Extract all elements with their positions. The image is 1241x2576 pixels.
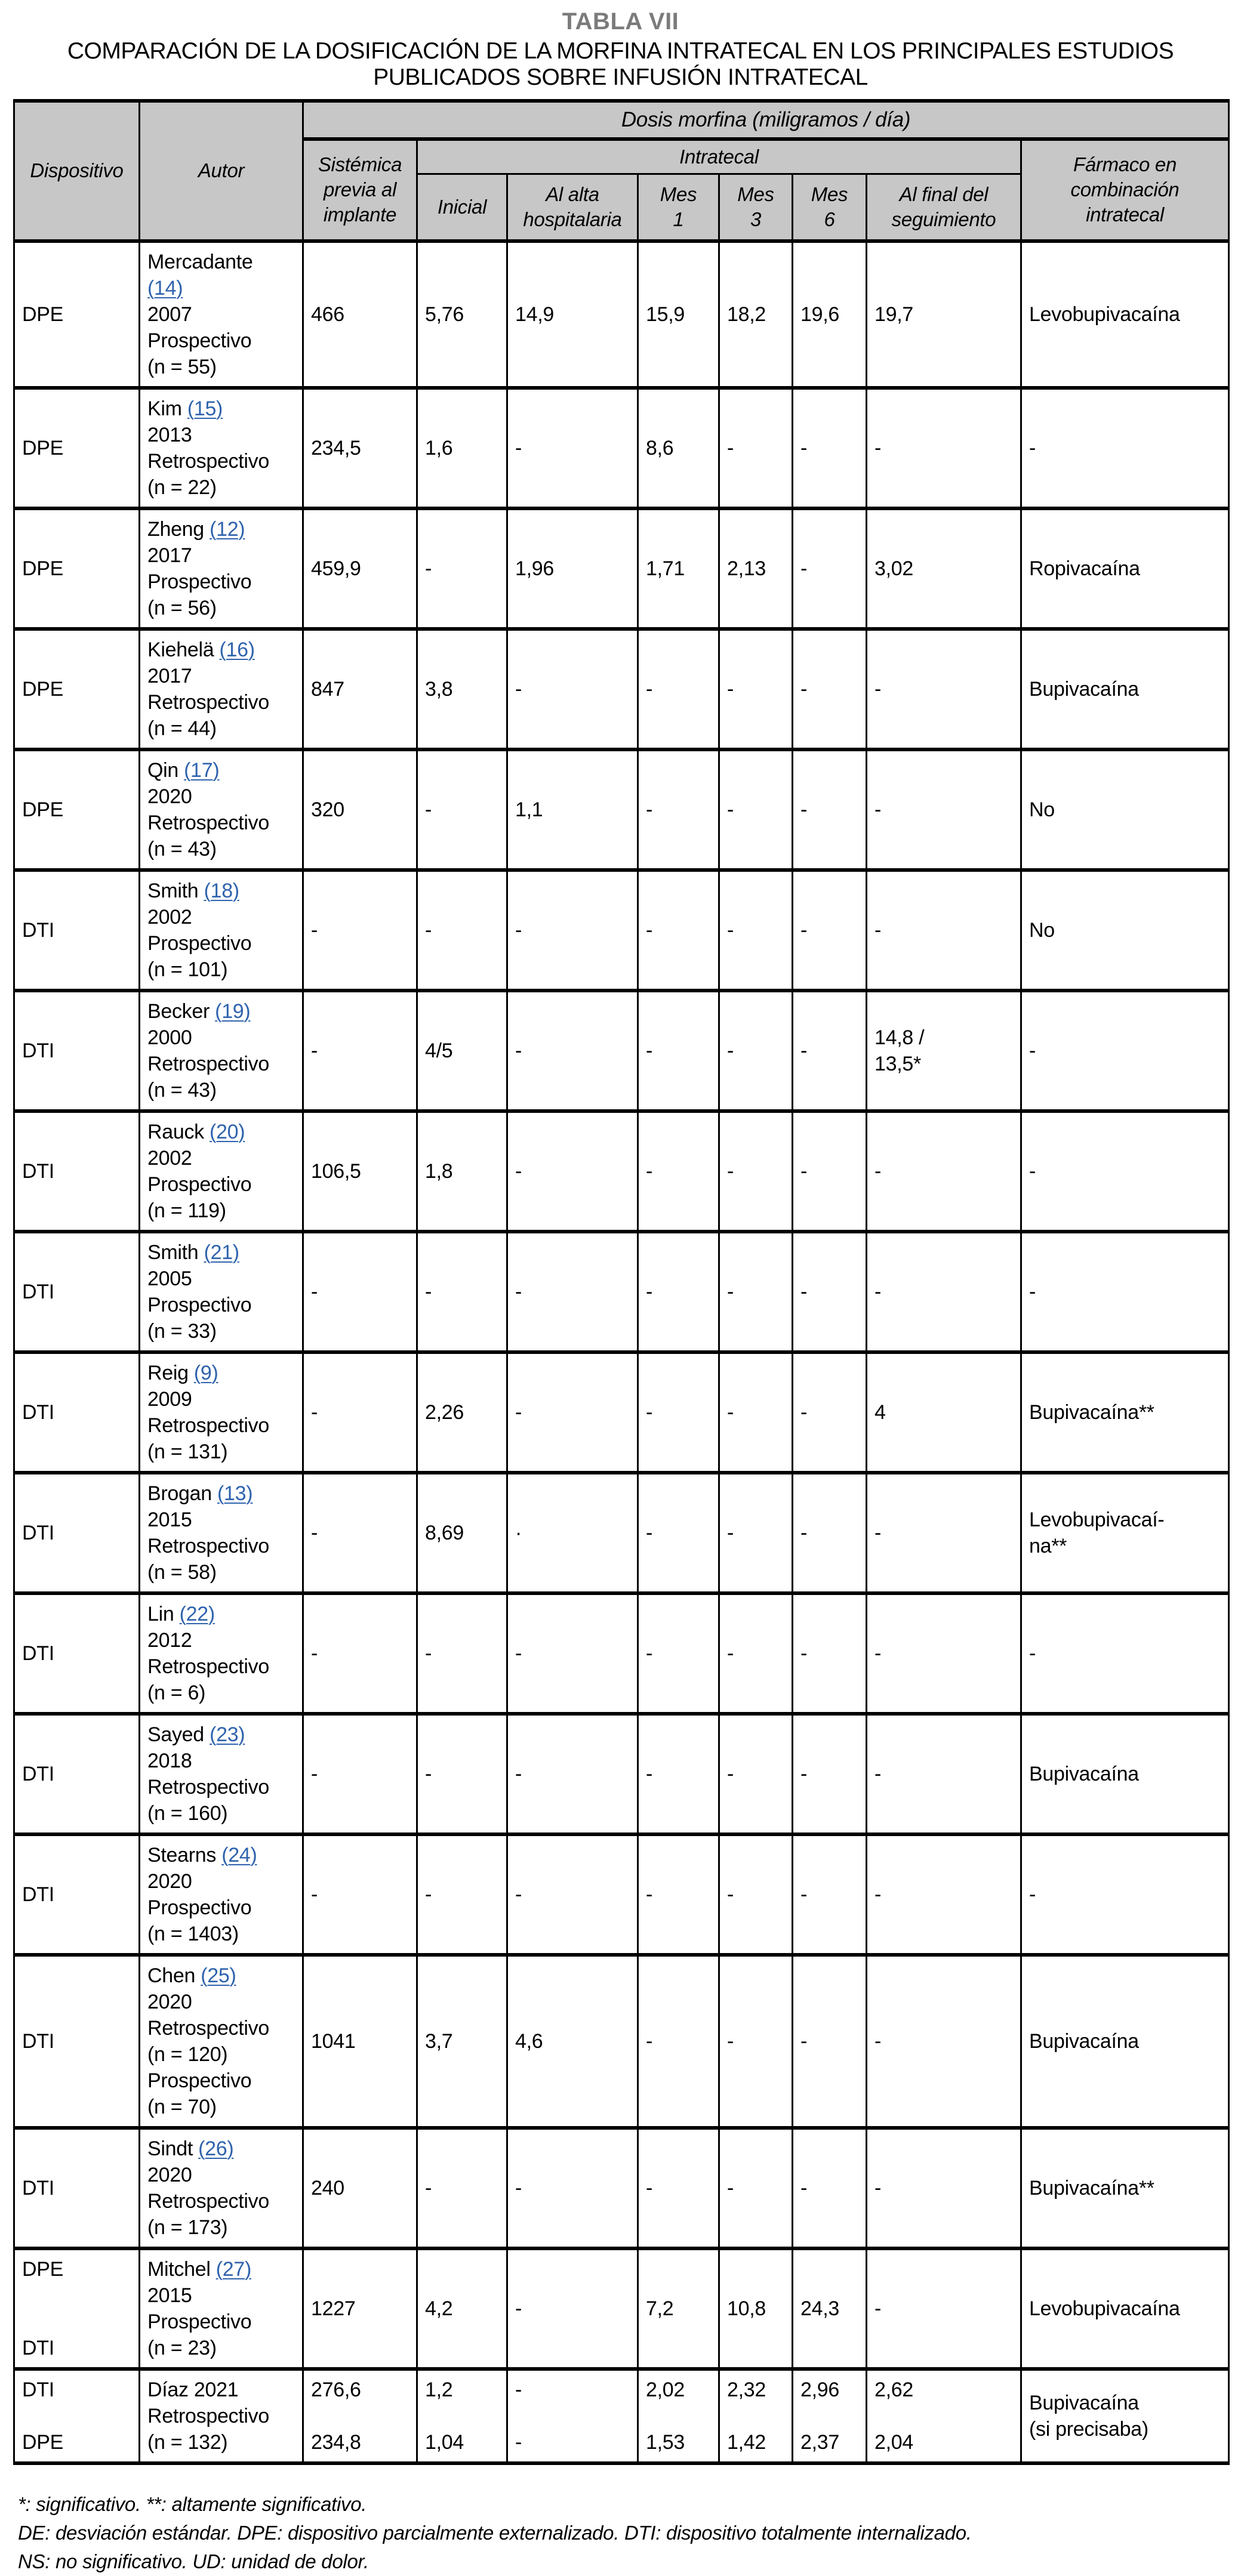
table-row	[14, 508, 1229, 629]
col-header-farmaco: Fármaco en combinación intratecal	[1021, 139, 1229, 241]
farmaco-cell: -	[1021, 1834, 1229, 1955]
table-row	[14, 1955, 1229, 2128]
mes6-cell: -	[793, 1232, 867, 1352]
al-alta-cell: -	[507, 870, 638, 991]
col-header-mes-3: Mes 3	[719, 174, 793, 241]
author-cell: Sindt (26) 2020 Retrospectivo (n = 173)	[140, 2128, 303, 2248]
mes1-cell: -	[638, 1232, 719, 1352]
device-cell: DTI	[14, 991, 140, 1111]
mes1-cell: 7,2	[638, 2248, 719, 2369]
footnote-significance: *: significativo. **: altamente significativo.	[18, 2492, 367, 2515]
mes3-cell: 10,8	[719, 2248, 793, 2369]
table-row	[14, 991, 1229, 1111]
al-alta-cell: -	[507, 629, 638, 749]
al-alta-cell: -	[507, 1232, 638, 1352]
sistemica-cell: -	[303, 1352, 417, 1473]
table-label: TABLA VII	[562, 8, 679, 35]
col-header-intratecal: Intratecal	[417, 139, 1021, 174]
reference-link[interactable]: (13)	[217, 1482, 253, 1505]
al-alta-cell: -	[507, 1352, 638, 1473]
mes3-cell: -	[719, 1111, 793, 1232]
table-row	[14, 2248, 1229, 2369]
device-cell: DTI	[14, 1593, 140, 1714]
al-final-cell: 2,62 2,04	[867, 2369, 1021, 2463]
al-final-cell: 19,7	[867, 241, 1021, 388]
mes3-cell: -	[719, 1352, 793, 1473]
device-cell: DTI	[14, 1352, 140, 1473]
inicial-cell: -	[417, 1834, 507, 1955]
mes1-cell: -	[638, 991, 719, 1111]
farmaco-cell: No	[1021, 749, 1229, 870]
farmaco-cell: Bupivacaína	[1021, 629, 1229, 749]
mes3-cell: 2,13	[719, 508, 793, 629]
mes6-cell: -	[793, 1111, 867, 1232]
al-alta-cell: 14,9	[507, 241, 638, 388]
device-cell: DTI	[14, 1714, 140, 1834]
reference-link[interactable]: (22)	[179, 1602, 215, 1625]
reference-link[interactable]: (26)	[198, 2137, 234, 2160]
al-final-cell: -	[867, 629, 1021, 749]
author-cell: Kim (15) 2013 Retrospectivo (n = 22)	[140, 388, 303, 508]
sistemica-cell: 847	[303, 629, 417, 749]
table-header	[14, 101, 1229, 241]
table-row	[14, 629, 1229, 749]
author-cell: Rauck (20) 2002 Prospectivo (n = 119)	[140, 1111, 303, 1232]
mes3-cell: -	[719, 1232, 793, 1352]
table-row	[14, 1232, 1229, 1352]
reference-link[interactable]: (17)	[184, 758, 220, 782]
sistemica-cell: 1227	[303, 2248, 417, 2369]
col-header-al-final: Al final del seguimiento	[867, 174, 1021, 241]
mes6-cell: -	[793, 749, 867, 870]
al-final-cell: -	[867, 1955, 1021, 2128]
mes1-cell: -	[638, 749, 719, 870]
author-cell: Reig (9) 2009 Retrospectivo (n = 131)	[140, 1352, 303, 1473]
device-cell: DTI	[14, 2128, 140, 2248]
mes6-cell: -	[793, 388, 867, 508]
author-cell: Mercadante (14) 2007 Prospectivo (n = 55)	[140, 241, 303, 388]
mes6-cell: -	[793, 1955, 867, 2128]
sistemica-cell: -	[303, 1834, 417, 1955]
inicial-cell: 5,76	[417, 241, 507, 388]
sistemica-cell: 106,5	[303, 1111, 417, 1232]
inicial-cell: -	[417, 2128, 507, 2248]
mes6-cell: -	[793, 629, 867, 749]
inicial-cell: -	[417, 508, 507, 629]
inicial-cell: -	[417, 1714, 507, 1834]
table-row	[14, 1714, 1229, 1834]
farmaco-cell: Bupivacaína**	[1021, 1352, 1229, 1473]
inicial-cell: 1,6	[417, 388, 507, 508]
author-cell: Kiehelä (16) 2017 Retrospectivo (n = 44)	[140, 629, 303, 749]
mes1-cell: -	[638, 2128, 719, 2248]
al-alta-cell: 4,6	[507, 1955, 638, 2128]
al-final-cell: -	[867, 870, 1021, 991]
table-title-line2: PUBLICADOS SOBRE INFUSIÓN INTRATECAL	[373, 64, 868, 90]
author-cell: Smith (18) 2002 Prospectivo (n = 101)	[140, 870, 303, 991]
device-cell: DPE	[14, 749, 140, 870]
mes6-cell: -	[793, 2128, 867, 2248]
table-title-line1: COMPARACIÓN DE LA DOSIFICACIÓN DE LA MORFINA INTRATECAL EN LOS PRINCIPALES ESTUDIOS	[67, 38, 1174, 64]
farmaco-cell: Levobupivacaí- na**	[1021, 1473, 1229, 1593]
al-final-cell: -	[867, 1834, 1021, 1955]
al-alta-cell: ·	[507, 1473, 638, 1593]
al-alta-cell: 1,1	[507, 749, 638, 870]
author-cell: Zheng (12) 2017 Prospectivo (n = 56)	[140, 508, 303, 629]
farmaco-cell: Bupivacaína (si precisaba)	[1021, 2369, 1229, 2463]
inicial-cell: -	[417, 749, 507, 870]
device-cell: DPE	[14, 508, 140, 629]
al-alta-cell: -	[507, 1714, 638, 1834]
sistemica-cell: 459,9	[303, 508, 417, 629]
mes1-cell: -	[638, 1714, 719, 1834]
mes1-cell: -	[638, 1111, 719, 1232]
mes6-cell: 2,96 2,37	[793, 2369, 867, 2463]
farmaco-cell: Bupivacaína**	[1021, 2128, 1229, 2248]
reference-link[interactable]: (12)	[210, 517, 245, 541]
mes3-cell: 2,32 1,42	[719, 2369, 793, 2463]
al-alta-cell: - -	[507, 2369, 638, 2463]
mes6-cell: -	[793, 1834, 867, 1955]
inicial-cell: 4,2	[417, 2248, 507, 2369]
reference-link[interactable]: (16)	[219, 638, 255, 661]
sistemica-cell: -	[303, 1593, 417, 1714]
inicial-cell: -	[417, 870, 507, 991]
author-cell: Brogan (13) 2015 Retrospectivo (n = 58)	[140, 1473, 303, 1593]
mes3-cell: -	[719, 1473, 793, 1593]
device-cell: DTI	[14, 1955, 140, 2128]
table-row	[14, 388, 1229, 508]
comparison-table	[13, 99, 1230, 2465]
reference-link[interactable]: (20)	[210, 1120, 245, 1143]
al-alta-cell: -	[507, 991, 638, 1111]
mes6-cell: -	[793, 1352, 867, 1473]
farmaco-cell: No	[1021, 870, 1229, 991]
device-cell: DTI DPE	[14, 2369, 140, 2463]
table-row	[14, 1834, 1229, 1955]
col-header-mes-6: Mes 6	[793, 174, 867, 241]
al-final-cell: -	[867, 1714, 1021, 1834]
mes3-cell: -	[719, 991, 793, 1111]
device-cell: DTI	[14, 1834, 140, 1955]
author-cell: Qin (17) 2020 Retrospectivo (n = 43)	[140, 749, 303, 870]
table-row	[14, 1593, 1229, 1714]
table-row	[14, 2128, 1229, 2248]
col-header-mes-1: Mes 1	[638, 174, 719, 241]
sistemica-cell: -	[303, 991, 417, 1111]
reference-link[interactable]: (24)	[221, 1843, 257, 1867]
table-row	[14, 749, 1229, 870]
author-cell: Mitchel (27) 2015 Prospectivo (n = 23)	[140, 2248, 303, 2369]
farmaco-cell: Bupivacaína	[1021, 1714, 1229, 1834]
mes1-cell: 2,02 1,53	[638, 2369, 719, 2463]
reference-link[interactable]: (18)	[204, 879, 239, 902]
reference-link[interactable]: (14)	[147, 276, 183, 300]
author-cell: Smith (21) 2005 Prospectivo (n = 33)	[140, 1232, 303, 1352]
device-cell: DTI	[14, 1111, 140, 1232]
sistemica-cell: 466	[303, 241, 417, 388]
al-alta-cell: -	[507, 1593, 638, 1714]
inicial-cell: -	[417, 1593, 507, 1714]
mes3-cell: -	[719, 629, 793, 749]
al-final-cell: -	[867, 1232, 1021, 1352]
mes1-cell: 8,6	[638, 388, 719, 508]
device-cell: DPE	[14, 241, 140, 388]
al-alta-cell: -	[507, 1111, 638, 1232]
mes1-cell: -	[638, 1834, 719, 1955]
inicial-cell: 4/5	[417, 991, 507, 1111]
mes3-cell: -	[719, 2128, 793, 2248]
reference-link[interactable]: (25)	[201, 1964, 236, 1987]
sistemica-cell: 276,6 234,8	[303, 2369, 417, 2463]
mes6-cell: -	[793, 1593, 867, 1714]
table-body	[14, 241, 1229, 2463]
reference-link[interactable]: (9)	[193, 1361, 218, 1384]
reference-link[interactable]: (27)	[215, 2257, 252, 2281]
inicial-cell: 1,2 1,04	[417, 2369, 507, 2463]
mes3-cell: -	[719, 1834, 793, 1955]
al-final-cell: 14,8 / 13,5*	[867, 991, 1021, 1111]
al-alta-cell: -	[507, 1834, 638, 1955]
inicial-cell: 3,7	[417, 1955, 507, 2128]
farmaco-cell: -	[1021, 1232, 1229, 1352]
mes3-cell: -	[719, 1714, 793, 1834]
inicial-cell: 2,26	[417, 1352, 507, 1473]
sistemica-cell: -	[303, 1473, 417, 1593]
al-final-cell: -	[867, 1593, 1021, 1714]
farmaco-cell: Bupivacaína	[1021, 1955, 1229, 2128]
sistemica-cell: 1041	[303, 1955, 417, 2128]
farmaco-cell: -	[1021, 388, 1229, 508]
mes6-cell: 19,6	[793, 241, 867, 388]
device-cell: DPE	[14, 388, 140, 508]
al-alta-cell: -	[507, 2128, 638, 2248]
mes6-cell: 24,3	[793, 2248, 867, 2369]
title-block	[0, 8, 1241, 91]
author-cell: Lin (22) 2012 Retrospectivo (n = 6)	[140, 1593, 303, 1714]
inicial-cell: -	[417, 1232, 507, 1352]
al-alta-cell: -	[507, 388, 638, 508]
sistemica-cell: -	[303, 1714, 417, 1834]
sistemica-cell: 234,5	[303, 388, 417, 508]
mes1-cell: -	[638, 629, 719, 749]
al-final-cell: -	[867, 2128, 1021, 2248]
sistemica-cell: 240	[303, 2128, 417, 2248]
inicial-cell: 3,8	[417, 629, 507, 749]
sistemica-cell: -	[303, 870, 417, 991]
mes1-cell: -	[638, 870, 719, 991]
mes1-cell: -	[638, 1352, 719, 1473]
farmaco-cell: Levobupivacaína	[1021, 2248, 1229, 2369]
mes1-cell: -	[638, 1473, 719, 1593]
device-cell: DTI	[14, 870, 140, 991]
mes1-cell: -	[638, 1955, 719, 2128]
footnote-abbreviations: DE: desviación estándar. DPE: dispositivo parcialmente externalizado. DTI: dispositivo totalmente internalizado.	[18, 2521, 972, 2544]
farmaco-cell: Ropivacaína	[1021, 508, 1229, 629]
author-cell: Sayed (23) 2018 Retrospectivo (n = 160)	[140, 1714, 303, 1834]
mes6-cell: -	[793, 1473, 867, 1593]
author-cell: Stearns (24) 2020 Prospectivo (n = 1403)	[140, 1834, 303, 1955]
device-cell: DPE DTI	[14, 2248, 140, 2369]
author-cell: Becker (19) 2000 Retrospectivo (n = 43)	[140, 991, 303, 1111]
al-final-cell: -	[867, 388, 1021, 508]
device-cell: DTI	[14, 1232, 140, 1352]
table-row	[14, 1473, 1229, 1593]
sistemica-cell: -	[303, 1232, 417, 1352]
author-cell: Díaz 2021 Retrospectivo (n = 132)	[140, 2369, 303, 2463]
device-cell: DPE	[14, 629, 140, 749]
al-final-cell: -	[867, 2248, 1021, 2369]
col-header-sistemica: Sistémica previa al implante	[303, 139, 417, 241]
farmaco-cell: Levobupivacaína	[1021, 241, 1229, 388]
al-final-cell: -	[867, 1473, 1021, 1593]
author-cell: Chen (25) 2020 Retrospectivo (n = 120) Prospectivo (n = 70)	[140, 1955, 303, 2128]
mes3-cell: 18,2	[719, 241, 793, 388]
mes1-cell: 15,9	[638, 241, 719, 388]
col-header-dispositivo: Dispositivo	[14, 101, 140, 241]
mes1-cell: 1,71	[638, 508, 719, 629]
al-final-cell: -	[867, 1111, 1021, 1232]
table-row	[14, 241, 1229, 388]
mes3-cell: -	[719, 1593, 793, 1714]
mes3-cell: -	[719, 749, 793, 870]
mes6-cell: -	[793, 1714, 867, 1834]
mes6-cell: -	[793, 870, 867, 991]
al-final-cell: 3,02	[867, 508, 1021, 629]
table-row	[14, 1352, 1229, 1473]
reference-link[interactable]: (19)	[215, 999, 251, 1023]
mes6-cell: -	[793, 991, 867, 1111]
farmaco-cell: -	[1021, 1593, 1229, 1714]
table-row	[14, 870, 1229, 991]
inicial-cell: 1,8	[417, 1111, 507, 1232]
mes3-cell: -	[719, 1955, 793, 2128]
farmaco-cell: -	[1021, 1111, 1229, 1232]
table-row	[14, 1111, 1229, 1232]
sistemica-cell: 320	[303, 749, 417, 870]
mes3-cell: -	[719, 870, 793, 991]
footnotes	[18, 2490, 1241, 2576]
col-header-autor: Autor	[140, 101, 303, 241]
table-row	[14, 2369, 1229, 2463]
al-alta-cell: 1,96	[507, 508, 638, 629]
footnote-ns-ud: NS: no significativo. UD: unidad de dolor.	[18, 2550, 369, 2572]
al-final-cell: 4	[867, 1352, 1021, 1473]
reference-link[interactable]: (21)	[204, 1241, 239, 1264]
col-header-inicial: Inicial	[417, 174, 507, 241]
al-final-cell: -	[867, 749, 1021, 870]
al-alta-cell: -	[507, 2248, 638, 2369]
inicial-cell: 8,69	[417, 1473, 507, 1593]
device-cell: DTI	[14, 1473, 140, 1593]
mes3-cell: -	[719, 388, 793, 508]
reference-link[interactable]: (23)	[210, 1723, 245, 1746]
col-header-al-alta: Al alta hospitalaria	[507, 174, 638, 241]
farmaco-cell: -	[1021, 991, 1229, 1111]
col-header-dosis-morfina: Dosis morfina (miligramos / día)	[303, 101, 1229, 139]
mes6-cell: -	[793, 508, 867, 629]
mes1-cell: -	[638, 1593, 719, 1714]
reference-link[interactable]: (15)	[187, 397, 223, 420]
